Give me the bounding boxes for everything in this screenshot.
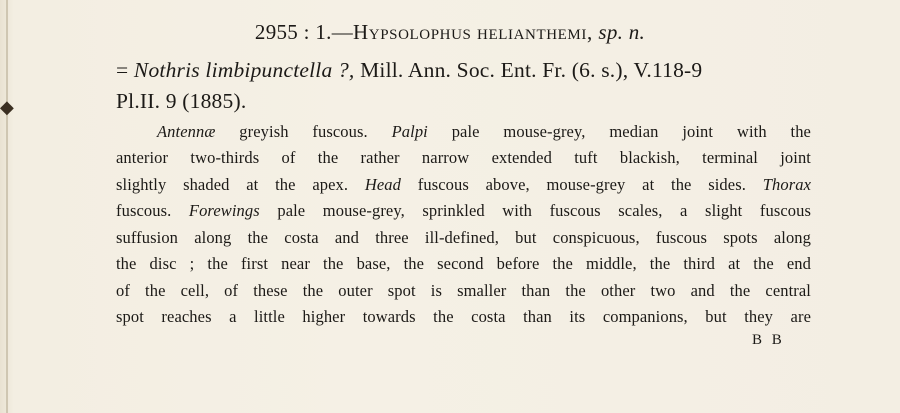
term-palpi: Palpi: [391, 122, 428, 141]
term-head: Head: [364, 175, 401, 194]
synonym-name: Nothris limbipunctella ?,: [133, 58, 355, 82]
synonym-citation: Mill. Ann. Soc. Ent. Fr. (6. s.), V.118-9: [354, 58, 703, 82]
synonymy-line-2: Pl.II. 9 (1885).: [116, 89, 247, 113]
description-text: pale mouse-grey, median joint with the: [427, 122, 811, 141]
description-line-8: spot reaches a little higher towards the costa than its companions, but they are: [116, 307, 811, 326]
description-line-3: [116, 175, 811, 195]
description-text: pale mouse-grey, sprinkled with fuscous scales, a slight fuscous: [259, 201, 811, 220]
synonymy-equals: =: [116, 58, 134, 82]
description-text: fuscous.: [116, 201, 189, 220]
species-name: helianthemi,: [477, 20, 593, 44]
species-number: 2955 : 1.—: [254, 20, 353, 44]
term-forewings: Forewings: [188, 201, 260, 220]
species-heading: [0, 20, 900, 45]
genus-name: Hypsolophus: [353, 20, 472, 44]
description-line-1: [157, 122, 811, 142]
description-line-5: suffusion along the costa and three ill-defined, but conspicuous, fuscous spots along: [116, 228, 811, 247]
description-line-2: anterior two-thirds of the rather narrow extended tuft blackish, terminal joint: [116, 148, 811, 167]
description-text: fuscous above, mouse-grey at the sides.: [401, 175, 763, 194]
description-text: greyish fuscous.: [215, 122, 392, 141]
bleed-through-mark: ◆: [0, 97, 14, 117]
description-line-4: [116, 201, 811, 221]
term-thorax: Thorax: [762, 175, 811, 194]
synonymy-line-1: [116, 58, 702, 83]
term-antennae: Antennæ: [157, 122, 216, 141]
description-line-6: the disc ; the first near the base, the second before the middle, the third at the end: [116, 254, 811, 273]
species-status: sp. n.: [598, 20, 646, 44]
description-text: slightly shaded at the apex.: [116, 175, 365, 194]
description-line-7: of the cell, of these the outer spot is smaller than the other two and the central: [116, 281, 811, 300]
page-gutter: [6, 0, 8, 413]
signature-mark: B B: [752, 332, 785, 348]
